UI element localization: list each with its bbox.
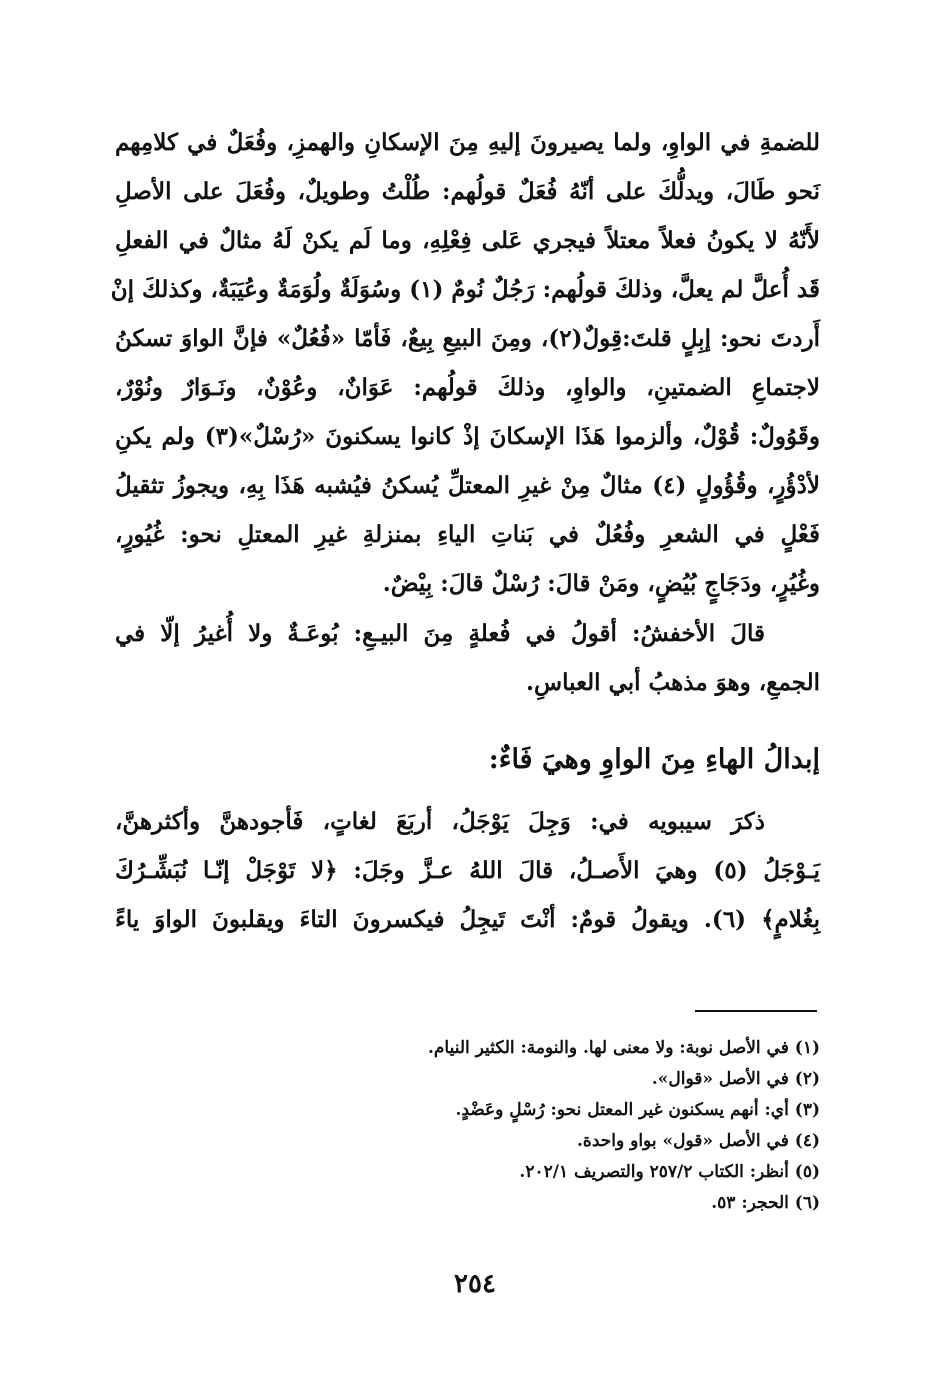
- paragraph-3: [115, 797, 820, 944]
- text-line: لأَنّهُ لا يكونُ فعلاً معتلاً فيجري عَلى فِعْلِهِ، وما لَم يكنْ لَهُ مثالٌ في الفعلِ: [115, 227, 820, 254]
- text-line: وغُيُرٍ، ودَجَاجٍ بُيُضٍ، ومَنْ قالَ: رُسْلٌ قالَ: بِيْضٌ.: [382, 570, 820, 597]
- text-line: فَعْلٍ في الشعرِ وفُعُلٌ في بَناتِ الياءِ بمنزلةِ غيرِ المعتلِ نحو: غُيُورٍ،: [115, 521, 820, 548]
- footnote: (١) في الأصل نوبة: ولا معنى لها. والنومة: الكثير النيام.: [427, 1038, 820, 1058]
- text-line: وقَوُولٌ: قُوْلٌ، وألزموا هَذَا الإسكانَ إذْ كانوا يسكنونَ «رُسْلٌ»(٣) ولم يكنِ: [115, 423, 820, 450]
- page-number: ٢٥٤: [454, 1269, 496, 1299]
- text-line: لأدْؤُرٍ، وقُؤُولٍ (٤) مثالٌ مِنْ غيرِ المعتلِّ يُسكنُ فيُشبه هَذَا بِهِ، ويجوزُ تثقيلُ: [115, 472, 820, 499]
- footnote: (٤) في الأصل «قول» بواو واحدة.: [577, 1131, 820, 1151]
- footnote: (٦) الحجر: ٥٣.: [711, 1193, 820, 1213]
- footnote: (٢) في الأصل «قوال».: [651, 1069, 820, 1089]
- text-line: قَد أُعلَّ لم يعلَّ، وذلكَ قولُهم: رَجُلٌ نُومٌ (١) وسُوَلَةٌ ولُوَمَةٌ وعُيَبَةٌ، وكذلكَ إنْ: [110, 276, 820, 303]
- paragraph-1: [110, 118, 820, 608]
- footnotes: [115, 1033, 820, 1219]
- text-line: بِغُلامٍ﴾ (٦). ويقولُ قومٌ: أنْتَ تَيجِلُ فيكسرونَ التاءَ ويقلبونَ الواوَ ياءً: [115, 906, 821, 933]
- text-line: أَردتَ نحو: إبِلٍ قلتَ:قِولٌ(٢)، ومِنَ البيعِ بِيعٌ، فَأمّا «فُعُلٌ» فإنَّ الواوَ تسكنُ: [115, 325, 820, 352]
- text-line: للضمةِ في الواوِ، ولما يصيرونَ إليهِ مِنَ الإسكانِ والهمزِ، وفُعَلٌ في كلامِهم: [115, 129, 820, 156]
- section-heading: إبدالُ الهاءِ مِنَ الواوِ وهيَ فَاءٌ:: [488, 744, 820, 775]
- footnote: (٥) أنظر: الكتاب ٢٥٧/٢ والتصريف ٢٠٢/١.: [519, 1162, 820, 1182]
- paragraph-2: [115, 609, 820, 707]
- footnote-separator: [695, 1010, 817, 1012]
- text-line: نَحو طَالَ، ويدلُّكَ على أنّهُ فُعَلٌ قولُهم: طُلْتُ وطويلٌ، وفُعَلَ على الأصلِ: [115, 178, 820, 205]
- text-line: قالَ الأخفشُ: أقولُ في فُعلةٍ مِنَ البيـعِ: بُوعَـةٌ ولا أُغيرُ إلّا في: [115, 620, 765, 647]
- footnote: (٣) أي: أنهم يسكنون غير المعتل نحو: رُسْلٍ وعَضْدٍ.: [455, 1100, 820, 1120]
- text-line: ذكرَ سيبويه في: وَجِلَ يَوْجَلُ، أربَعَ لغاتٍ، فَأجودهنَّ وأكثرهنَّ،: [115, 808, 765, 835]
- text-line: لاجتماعِ الضمتينِ، والواوِ، وذلكَ قولُهم: عَوَانٌ، وعُوْنٌ، ونَـوَارٌ ونُوْرٌ،: [115, 374, 820, 401]
- text-line: يَـوْجَلُ (٥) وهيَ الأَصـلُ، قالَ اللهُ عـزَّ وجَلَ: ﴿لا تَوْجَلْ إنّـا نُبَشِّـرُكَ: [115, 857, 820, 884]
- text-line: الجمعِ، وهوَ مذهبُ أبي العباسِ.: [526, 669, 820, 696]
